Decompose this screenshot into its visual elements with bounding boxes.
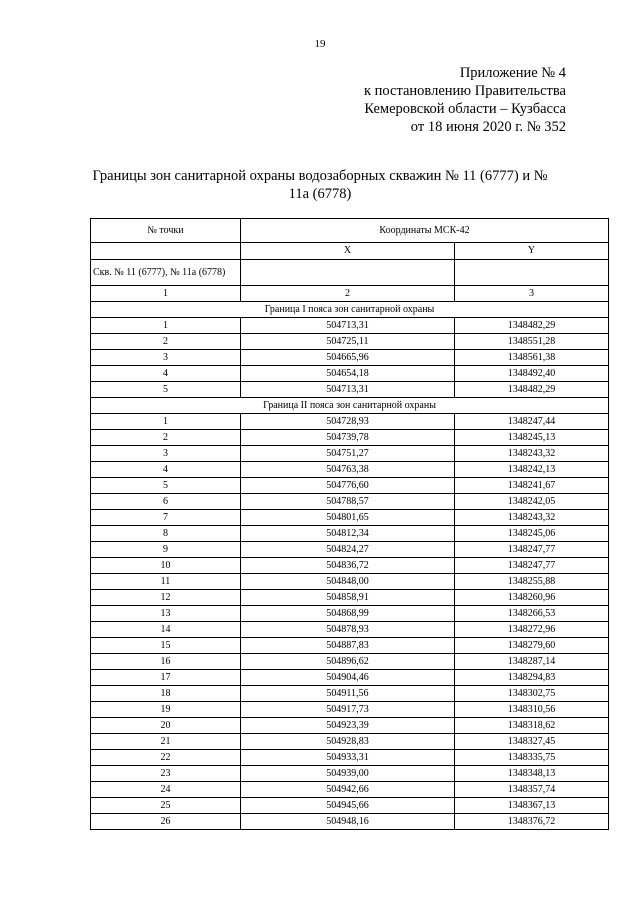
y-coordinate-cell: 1348492,40 bbox=[455, 366, 609, 382]
well-label: Скв. № 11 (6777), № 11а (6778) bbox=[91, 260, 241, 286]
point-number-cell: 12 bbox=[91, 590, 241, 606]
table-row bbox=[91, 622, 609, 638]
table-row bbox=[91, 590, 609, 606]
x-coordinate-cell: 504751,27 bbox=[241, 446, 455, 462]
x-coordinate-cell: 504904,46 bbox=[241, 670, 455, 686]
x-coordinate-cell: 504713,31 bbox=[241, 318, 455, 334]
point-number-cell: 5 bbox=[91, 478, 241, 494]
well-row bbox=[91, 260, 609, 286]
x-coordinate-cell: 504848,00 bbox=[241, 574, 455, 590]
y-coordinate-cell: 1348367,13 bbox=[455, 798, 609, 814]
section-2-title: Граница II пояса зон санитарной охраны bbox=[91, 398, 609, 414]
y-coordinate-cell: 1348482,29 bbox=[455, 382, 609, 398]
point-number-cell: 4 bbox=[91, 366, 241, 382]
table-row bbox=[91, 526, 609, 542]
y-coordinate-cell: 1348482,29 bbox=[455, 318, 609, 334]
header-coordinates: Координаты МСК-42 bbox=[241, 219, 609, 243]
x-coordinate-cell: 504923,39 bbox=[241, 718, 455, 734]
y-coordinate-cell: 1348310,56 bbox=[455, 702, 609, 718]
point-number-cell: 4 bbox=[91, 462, 241, 478]
coordinates-table bbox=[90, 218, 609, 830]
point-number-cell: 6 bbox=[91, 494, 241, 510]
x-coordinate-cell: 504824,27 bbox=[241, 542, 455, 558]
x-coordinate-cell: 504878,93 bbox=[241, 622, 455, 638]
y-coordinate-cell: 1348335,75 bbox=[455, 750, 609, 766]
table-row bbox=[91, 670, 609, 686]
y-coordinate-cell: 1348272,96 bbox=[455, 622, 609, 638]
table-row bbox=[91, 766, 609, 782]
y-coordinate-cell: 1348247,77 bbox=[455, 542, 609, 558]
table-row bbox=[91, 718, 609, 734]
x-coordinate-cell: 504939,00 bbox=[241, 766, 455, 782]
point-number-cell: 18 bbox=[91, 686, 241, 702]
table-row bbox=[91, 430, 609, 446]
point-number-cell: 14 bbox=[91, 622, 241, 638]
x-coordinate-cell: 504836,72 bbox=[241, 558, 455, 574]
point-number-cell: 19 bbox=[91, 702, 241, 718]
x-coordinate-cell: 504858,91 bbox=[241, 590, 455, 606]
header-point-number: № точки bbox=[91, 219, 241, 243]
x-coordinate-cell: 504917,73 bbox=[241, 702, 455, 718]
x-coordinate-cell: 504948,16 bbox=[241, 814, 455, 830]
x-coordinate-cell: 504945,66 bbox=[241, 798, 455, 814]
header-x: X bbox=[241, 243, 455, 260]
table-row bbox=[91, 542, 609, 558]
appendix-line-2: к постановлению Правительства bbox=[364, 83, 566, 99]
y-coordinate-cell: 1348247,44 bbox=[455, 414, 609, 430]
point-number-cell: 16 bbox=[91, 654, 241, 670]
point-number-cell: 1 bbox=[91, 414, 241, 430]
point-number-cell: 2 bbox=[91, 334, 241, 350]
section-1-title: Граница I пояса зон санитарной охраны bbox=[91, 302, 609, 318]
table-row bbox=[91, 334, 609, 350]
table-row bbox=[91, 446, 609, 462]
point-number-cell: 17 bbox=[91, 670, 241, 686]
document-title: Границы зон санитарной охраны водозаборных скважин № 11 (6777) и № 11а (6778) bbox=[92, 168, 548, 202]
point-number-cell: 13 bbox=[91, 606, 241, 622]
point-number-cell: 11 bbox=[91, 574, 241, 590]
column-number-3: 3 bbox=[455, 286, 609, 302]
table-row bbox=[91, 638, 609, 654]
table-row bbox=[91, 558, 609, 574]
table-row bbox=[91, 494, 609, 510]
table-row bbox=[91, 574, 609, 590]
point-number-cell: 21 bbox=[91, 734, 241, 750]
well-empty-y bbox=[455, 260, 609, 286]
y-coordinate-cell: 1348357,74 bbox=[455, 782, 609, 798]
table-row bbox=[91, 462, 609, 478]
y-coordinate-cell: 1348241,67 bbox=[455, 478, 609, 494]
table-row bbox=[91, 350, 609, 366]
point-number-cell: 3 bbox=[91, 350, 241, 366]
y-coordinate-cell: 1348376,72 bbox=[455, 814, 609, 830]
x-coordinate-cell: 504896,62 bbox=[241, 654, 455, 670]
y-coordinate-cell: 1348302,75 bbox=[455, 686, 609, 702]
y-coordinate-cell: 1348318,62 bbox=[455, 718, 609, 734]
x-coordinate-cell: 504788,57 bbox=[241, 494, 455, 510]
table-row bbox=[91, 478, 609, 494]
x-coordinate-cell: 504728,93 bbox=[241, 414, 455, 430]
table-row bbox=[91, 734, 609, 750]
header-empty-cell bbox=[91, 243, 241, 260]
appendix-line-4: от 18 июня 2020 г. № 352 bbox=[410, 119, 566, 135]
table-row bbox=[91, 366, 609, 382]
table-row bbox=[91, 318, 609, 334]
x-coordinate-cell: 504933,31 bbox=[241, 750, 455, 766]
y-coordinate-cell: 1348287,14 bbox=[455, 654, 609, 670]
point-number-cell: 2 bbox=[91, 430, 241, 446]
appendix-header bbox=[364, 64, 566, 136]
point-number-cell: 9 bbox=[91, 542, 241, 558]
table-row bbox=[91, 782, 609, 798]
y-coordinate-cell: 1348242,13 bbox=[455, 462, 609, 478]
x-coordinate-cell: 504928,83 bbox=[241, 734, 455, 750]
point-number-cell: 20 bbox=[91, 718, 241, 734]
y-coordinate-cell: 1348247,77 bbox=[455, 558, 609, 574]
x-coordinate-cell: 504739,78 bbox=[241, 430, 455, 446]
y-coordinate-cell: 1348255,88 bbox=[455, 574, 609, 590]
point-number-cell: 8 bbox=[91, 526, 241, 542]
y-coordinate-cell: 1348245,13 bbox=[455, 430, 609, 446]
header-row bbox=[91, 219, 609, 243]
x-coordinate-cell: 504801,65 bbox=[241, 510, 455, 526]
column-number-2: 2 bbox=[241, 286, 455, 302]
header-axis-row bbox=[91, 243, 609, 260]
y-coordinate-cell: 1348561,38 bbox=[455, 350, 609, 366]
page-number: 19 bbox=[314, 38, 326, 50]
table-row bbox=[91, 686, 609, 702]
point-number-cell: 5 bbox=[91, 382, 241, 398]
y-coordinate-cell: 1348348,13 bbox=[455, 766, 609, 782]
table-row bbox=[91, 382, 609, 398]
appendix-line-1: Приложение № 4 bbox=[459, 65, 566, 81]
point-number-cell: 10 bbox=[91, 558, 241, 574]
y-coordinate-cell: 1348266,53 bbox=[455, 606, 609, 622]
point-number-cell: 22 bbox=[91, 750, 241, 766]
x-coordinate-cell: 504868,99 bbox=[241, 606, 455, 622]
y-coordinate-cell: 1348327,45 bbox=[455, 734, 609, 750]
x-coordinate-cell: 504812,34 bbox=[241, 526, 455, 542]
x-coordinate-cell: 504654,18 bbox=[241, 366, 455, 382]
section-2-row bbox=[91, 398, 609, 414]
table-row bbox=[91, 814, 609, 830]
y-coordinate-cell: 1348243,32 bbox=[455, 446, 609, 462]
y-coordinate-cell: 1348243,32 bbox=[455, 510, 609, 526]
well-empty-x bbox=[241, 260, 455, 286]
y-coordinate-cell: 1348245,06 bbox=[455, 526, 609, 542]
x-coordinate-cell: 504713,31 bbox=[241, 382, 455, 398]
point-number-cell: 25 bbox=[91, 798, 241, 814]
y-coordinate-cell: 1348279,60 bbox=[455, 638, 609, 654]
table-row bbox=[91, 750, 609, 766]
x-coordinate-cell: 504763,38 bbox=[241, 462, 455, 478]
y-coordinate-cell: 1348242,05 bbox=[455, 494, 609, 510]
point-number-cell: 1 bbox=[91, 318, 241, 334]
column-number-row bbox=[91, 286, 609, 302]
point-number-cell: 15 bbox=[91, 638, 241, 654]
table-row bbox=[91, 702, 609, 718]
y-coordinate-cell: 1348551,28 bbox=[455, 334, 609, 350]
x-coordinate-cell: 504911,56 bbox=[241, 686, 455, 702]
y-coordinate-cell: 1348294,83 bbox=[455, 670, 609, 686]
table-row bbox=[91, 606, 609, 622]
table-row bbox=[91, 414, 609, 430]
x-coordinate-cell: 504725,11 bbox=[241, 334, 455, 350]
point-number-cell: 24 bbox=[91, 782, 241, 798]
table-row bbox=[91, 654, 609, 670]
point-number-cell: 7 bbox=[91, 510, 241, 526]
point-number-cell: 3 bbox=[91, 446, 241, 462]
table-row bbox=[91, 798, 609, 814]
y-coordinate-cell: 1348260,96 bbox=[455, 590, 609, 606]
x-coordinate-cell: 504665,96 bbox=[241, 350, 455, 366]
point-number-cell: 23 bbox=[91, 766, 241, 782]
x-coordinate-cell: 504942,66 bbox=[241, 782, 455, 798]
x-coordinate-cell: 504776,60 bbox=[241, 478, 455, 494]
appendix-line-3: Кемеровской области – Кузбасса bbox=[364, 101, 566, 117]
x-coordinate-cell: 504887,83 bbox=[241, 638, 455, 654]
table-row bbox=[91, 510, 609, 526]
section-1-row bbox=[91, 302, 609, 318]
header-y: Y bbox=[455, 243, 609, 260]
column-number-1: 1 bbox=[91, 286, 241, 302]
point-number-cell: 26 bbox=[91, 814, 241, 830]
